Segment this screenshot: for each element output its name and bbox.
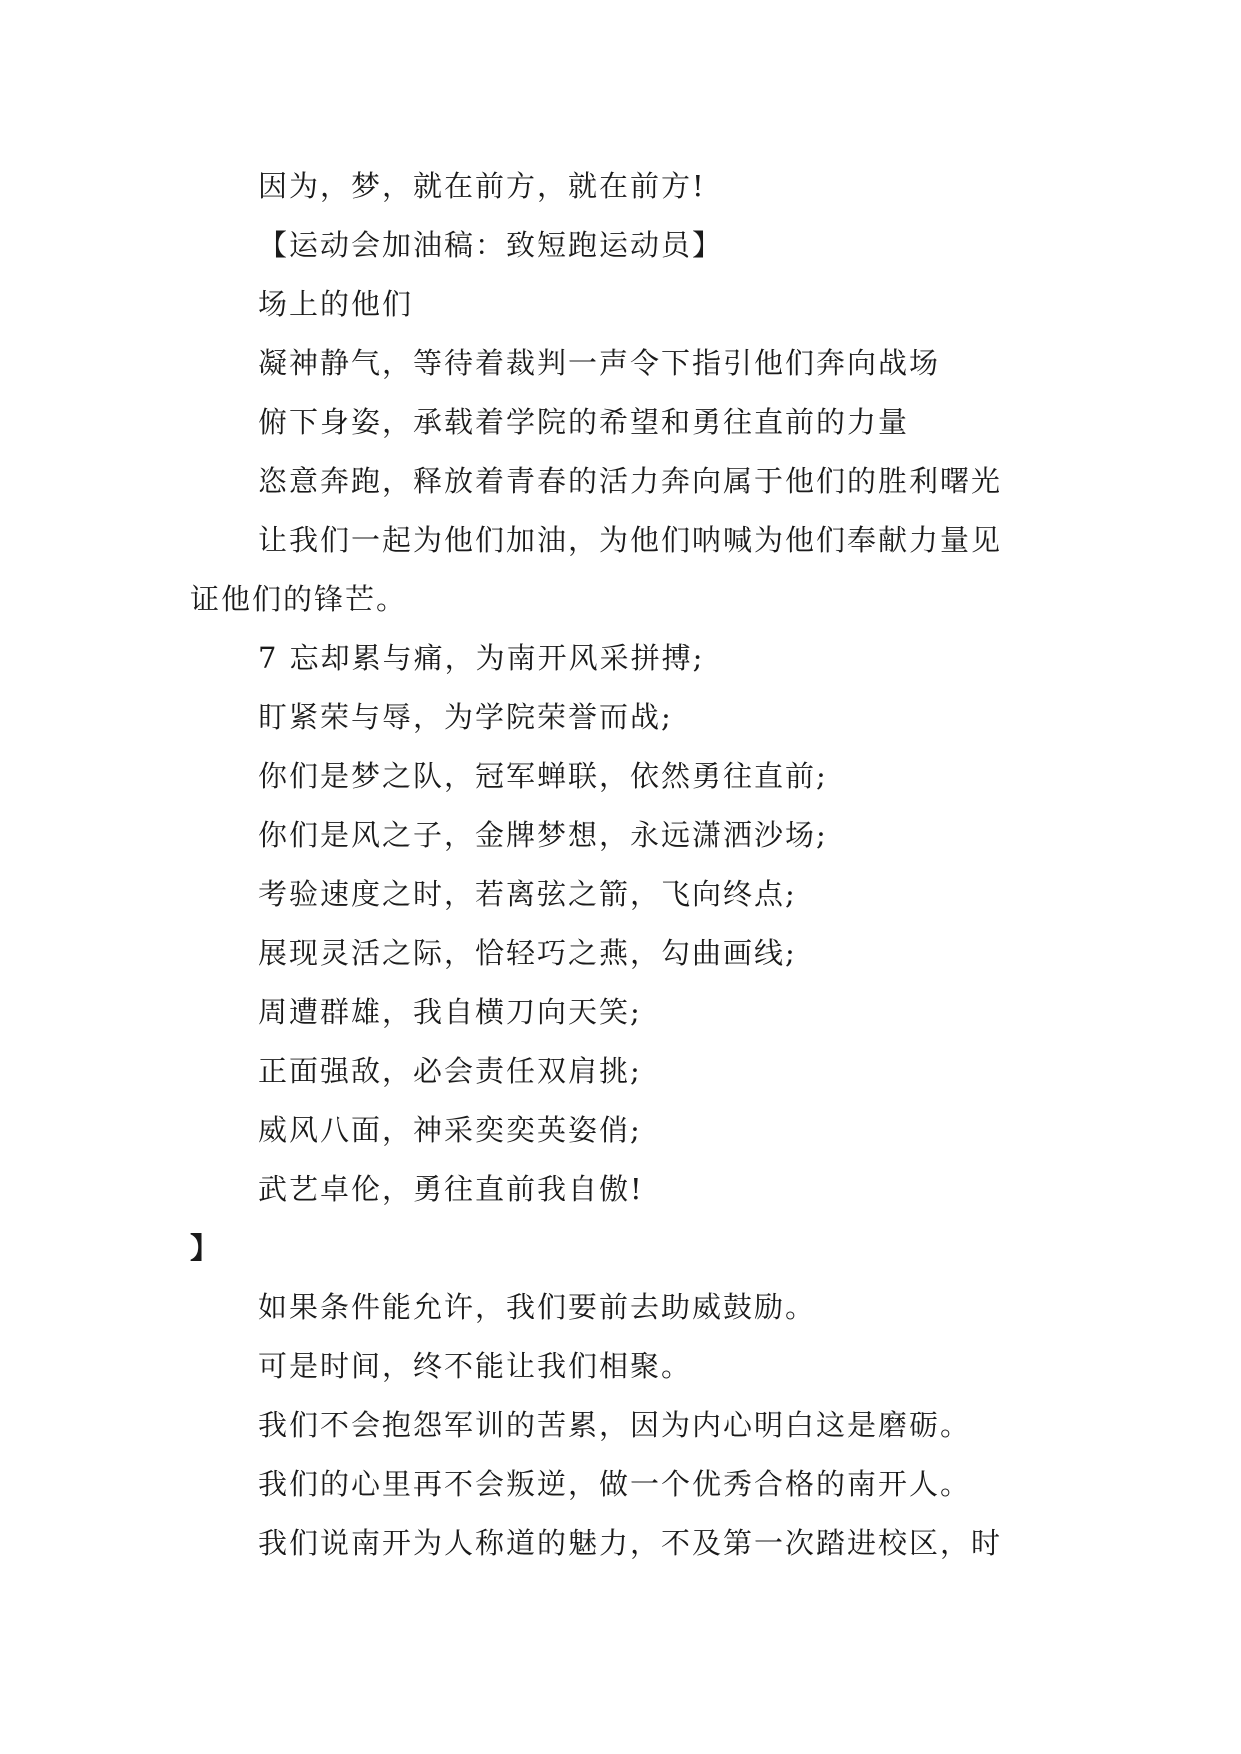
text-line: 证他们的锋芒。 [190, 582, 408, 616]
text-line: 你们是梦之队，冠军蝉联，依然勇往直前; [258, 759, 828, 793]
text-line: 可是时间，终不能让我们相聚。 [258, 1349, 693, 1383]
text-line: 如果条件能允许，我们要前去助威鼓励。 [258, 1290, 817, 1324]
text-line: 威风八面，神采奕奕英姿俏; [258, 1113, 642, 1147]
text-line: 展现灵活之际，恰轻巧之燕，勾曲画线; [258, 936, 797, 970]
text-line: 我们不会抱怨军训的苦累，因为内心明白这是磨砺。 [258, 1408, 972, 1442]
closing-bracket: 】 [190, 1231, 222, 1265]
text-line: 让我们一起为他们加油，为他们呐喊为他们奉献力量见 [258, 523, 1003, 557]
text-line: 我们的心里再不会叛逆，做一个优秀合格的南开人。 [258, 1467, 972, 1501]
text-line: 你们是风之子，金牌梦想，永远潇洒沙场; [258, 818, 828, 852]
text-line: 场上的他们 [258, 287, 414, 321]
text-line: 因为，梦，就在前方，就在前方! [258, 169, 706, 203]
text-line: 盯紧荣与辱，为学院荣誉而战; [258, 700, 673, 734]
text-line: 正面强敌，必会责任双肩挑; [258, 1054, 642, 1088]
text-line: 俯下身姿，承载着学院的希望和勇往直前的力量 [258, 405, 910, 439]
text-line: 周遭群雄，我自横刀向天笑; [258, 995, 642, 1029]
text-line: 武艺卓伦，勇往直前我自傲! [258, 1172, 644, 1206]
section-heading: 【运动会加油稿：致短跑运动员】 [258, 228, 724, 262]
text-line: 我们说南开为人称道的魅力，不及第一次踏进校区，时 [258, 1526, 1003, 1560]
text-line: 恣意奔跑，释放着青春的活力奔向属于他们的胜利曙光 [258, 464, 1003, 498]
text-line: 考验速度之时，若离弦之箭，飞向终点; [258, 877, 797, 911]
text-line: 凝神静气，等待着裁判一声令下指引他们奔向战场 [258, 346, 941, 380]
text-line: 7 忘却累与痛，为南开风采拼搏; [258, 641, 705, 675]
